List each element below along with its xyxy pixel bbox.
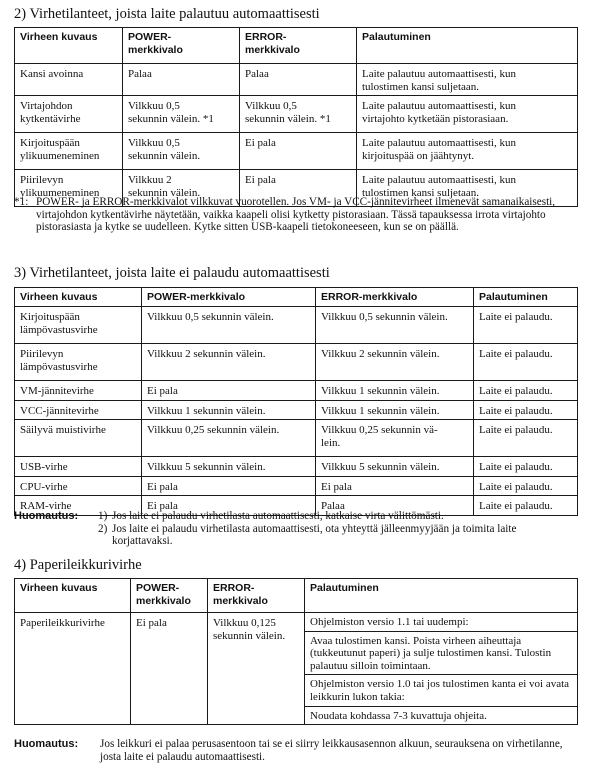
cell-power: Ei pala xyxy=(131,613,208,725)
cell-recovery: Laite palautuu automaattisesti, kun kirjoituspää on jäähtynyt. xyxy=(357,133,578,170)
cell-description: Piirilevyn lämpövastusvirhe xyxy=(15,344,142,381)
cell-recovery: Laite palautuu automaattisesti, kun tulostimen kansi suljetaan. xyxy=(357,170,578,207)
cell-error: Vilkkuu 1 sekunnin välein. xyxy=(316,400,474,420)
col-header-power: POWER-merkkivalo xyxy=(142,288,316,307)
note-item xyxy=(98,510,578,523)
note-text: Jos laite ei palaudu virhetilasta automaattisesti, ota yhteyttä jälleenmyyjään ja toimita laite korjattavaksi. xyxy=(112,522,517,548)
cell-description: VM-jännitevirhe xyxy=(15,381,142,401)
cell-recovery: Laite ei palaudu. xyxy=(474,344,578,381)
col-header-recovery: Palautuminen xyxy=(474,288,578,307)
cutter-error-table xyxy=(14,578,578,725)
note-item xyxy=(98,523,578,548)
cell-recovery: Laite ei palaudu. xyxy=(474,420,578,457)
section-2-title: 2) Virhetilanteet, joista laite palautuu automaattisesti xyxy=(14,6,320,22)
no-recovery-table xyxy=(14,287,578,516)
cell-power: Vilkkuu 1 sekunnin välein. xyxy=(142,400,316,420)
col-header-error: ERROR-merkkivalo xyxy=(316,288,474,307)
recovery-step: Avaa tulostimen kansi. Poista virheen aiheuttaja (tukkeutunut paperi) ja sulje tulostimen kansi. Tulostin palautuu silloin toimintaan. xyxy=(305,632,577,676)
cell-power: Vilkkuu 0,25 sekunnin välein. xyxy=(142,420,316,457)
cell-description: CPU-virhe xyxy=(15,476,142,496)
note-number: 2) xyxy=(98,522,108,535)
col-header-description: Virheen kuvaus xyxy=(15,28,123,64)
cell-error: Vilkkuu 0,25 sekunnin vä- lein. xyxy=(316,420,474,457)
footnote-1 xyxy=(14,196,578,234)
cell-power: Ei pala xyxy=(142,476,316,496)
cell-error: Vilkkuu 0,125 sekunnin välein. xyxy=(208,613,305,725)
col-header-error: ERROR- merkkivalo xyxy=(208,579,305,613)
note-text: Jos laite ei palaudu virhetilasta automaattisesti, katkaise virta välittömästi. xyxy=(112,510,444,522)
recovery-step: Noudata kohdassa 7-3 kuvattuja ohjeita. xyxy=(310,709,487,722)
cell-recovery: Laite ei palaudu. xyxy=(474,496,578,516)
cell-recovery xyxy=(305,613,578,725)
table-row xyxy=(15,96,578,133)
table-row xyxy=(15,307,578,344)
section-3-note xyxy=(14,510,578,552)
table-header-row xyxy=(15,288,578,307)
cell-recovery: Laite palautuu automaattisesti, kun tulostimen kansi suljetaan. xyxy=(357,64,578,96)
table-row xyxy=(15,381,578,401)
cell-recovery: Laite ei palaudu. xyxy=(474,457,578,477)
cell-description: Piirilevyn ylikuumeneminen xyxy=(15,170,123,207)
auto-recovery-table xyxy=(14,27,578,207)
col-header-recovery: Palautuminen xyxy=(305,579,578,613)
cell-power: Ei pala xyxy=(142,381,316,401)
cell-error: Ei pala xyxy=(240,133,357,170)
col-header-error: ERROR- merkkivalo xyxy=(240,28,357,64)
cell-description: RAM-virhe xyxy=(15,496,142,516)
cell-description: Paperileikkurivirhe xyxy=(15,613,131,725)
section-3-title: 3) Virhetilanteet, joista laite ei palaudu automaattisesti xyxy=(14,265,330,281)
cell-description: Kirjoituspään lämpövastusvirhe xyxy=(15,307,142,344)
table-row xyxy=(15,420,578,457)
note-label: Huomautus: xyxy=(14,510,79,522)
note-text: Jos leikkuri ei palaa perusasentoon tai se ei siirry leikkausasennon alkuun, seurauksena on virhetilanne, josta laite ei palaudu automaattisesti. xyxy=(100,738,563,763)
table-row xyxy=(15,613,578,725)
cell-error: Vilkkuu 0,5 sekunnin välein. *1 xyxy=(240,96,357,133)
cell-recovery: Laite ei palaudu. xyxy=(474,476,578,496)
cell-error: Ei pala xyxy=(240,170,357,207)
cell-error: Vilkkuu 1 sekunnin välein. xyxy=(316,381,474,401)
cell-recovery: Laite ei palaudu. xyxy=(474,381,578,401)
recovery-step: Ohjelmiston versio 1.1 tai uudempi: xyxy=(305,613,577,632)
cell-power: Ei pala xyxy=(142,496,316,516)
table-row xyxy=(15,457,578,477)
col-header-power: POWER- merkkivalo xyxy=(131,579,208,613)
col-header-description: Virheen kuvaus xyxy=(15,579,131,613)
cell-power: Palaa xyxy=(123,64,240,96)
cell-description: Kansi avoinna xyxy=(15,64,123,96)
cell-error: Ei pala xyxy=(316,476,474,496)
cell-recovery: Laite palautuu automaattisesti, kun virtajohto kytketään pistorasiaan. xyxy=(357,96,578,133)
note-label: Huomautus: xyxy=(14,738,79,750)
cell-description: USB-virhe xyxy=(15,457,142,477)
cell-power: Vilkkuu 2 sekunnin välein. xyxy=(142,344,316,381)
recovery-step: Ohjelmiston versio 1.0 tai jos tulostimen kanta ei voi avata leikkurin lukon takia: xyxy=(305,675,577,706)
section-4-title: 4) Paperileikkurivirhe xyxy=(14,557,142,573)
table-row xyxy=(15,344,578,381)
cell-power: Vilkkuu 0,5 sekunnin välein. *1 xyxy=(123,96,240,133)
cell-power: Vilkkuu 5 sekunnin välein. xyxy=(142,457,316,477)
cell-error: Vilkkuu 5 sekunnin välein. xyxy=(316,457,474,477)
col-header-recovery: Palautuminen xyxy=(357,28,578,64)
col-header-description: Virheen kuvaus xyxy=(15,288,142,307)
cell-power: Vilkkuu 2 sekunnin välein. xyxy=(123,170,240,207)
col-header-power: POWER- merkkivalo xyxy=(123,28,240,64)
table-header-row xyxy=(15,579,578,613)
table-header-row xyxy=(15,28,578,64)
cell-error: Vilkkuu 0,5 sekunnin välein. xyxy=(316,307,474,344)
table-row xyxy=(15,64,578,96)
cell-description: Virtajohdon kytkentävirhe xyxy=(15,96,123,133)
section-4-note xyxy=(14,738,578,768)
cell-error: Vilkkuu 2 sekunnin välein. xyxy=(316,344,474,381)
cell-error: Palaa xyxy=(316,496,474,516)
table-row xyxy=(15,400,578,420)
cell-power: Vilkkuu 0,5 sekunnin välein. xyxy=(142,307,316,344)
footnote-text: POWER- ja ERROR-merkkivalot vilkkuvat vuorotellen. Jos VM- ja VCC-jännitevirheet ilmenevät samanaikaisesti, virtajohdon kytkentävirhe näytetään, vaikka kaapeli olisi kytketty pistorasiaan. Tässä tapauksessa irrota virtajohto pistorasiasta ja kytke se uudelleen. Kytke sitten USB-kaapeli tietokoneeseen, kun se on päällä. xyxy=(36,196,556,234)
cell-description: Kirjoituspään ylikuumeneminen xyxy=(15,133,123,170)
cell-description: VCC-jännitevirhe xyxy=(15,400,142,420)
footnote-mark: *1: xyxy=(14,196,29,208)
cell-description: Säilyvä muistivirhe xyxy=(15,420,142,457)
cell-error: Palaa xyxy=(240,64,357,96)
cell-recovery: Laite ei palaudu. xyxy=(474,307,578,344)
cell-recovery: Laite ei palaudu. xyxy=(474,400,578,420)
table-row xyxy=(15,476,578,496)
table-row xyxy=(15,133,578,170)
note-number: 1) xyxy=(98,510,108,522)
cell-power: Vilkkuu 0,5 sekunnin välein. xyxy=(123,133,240,170)
